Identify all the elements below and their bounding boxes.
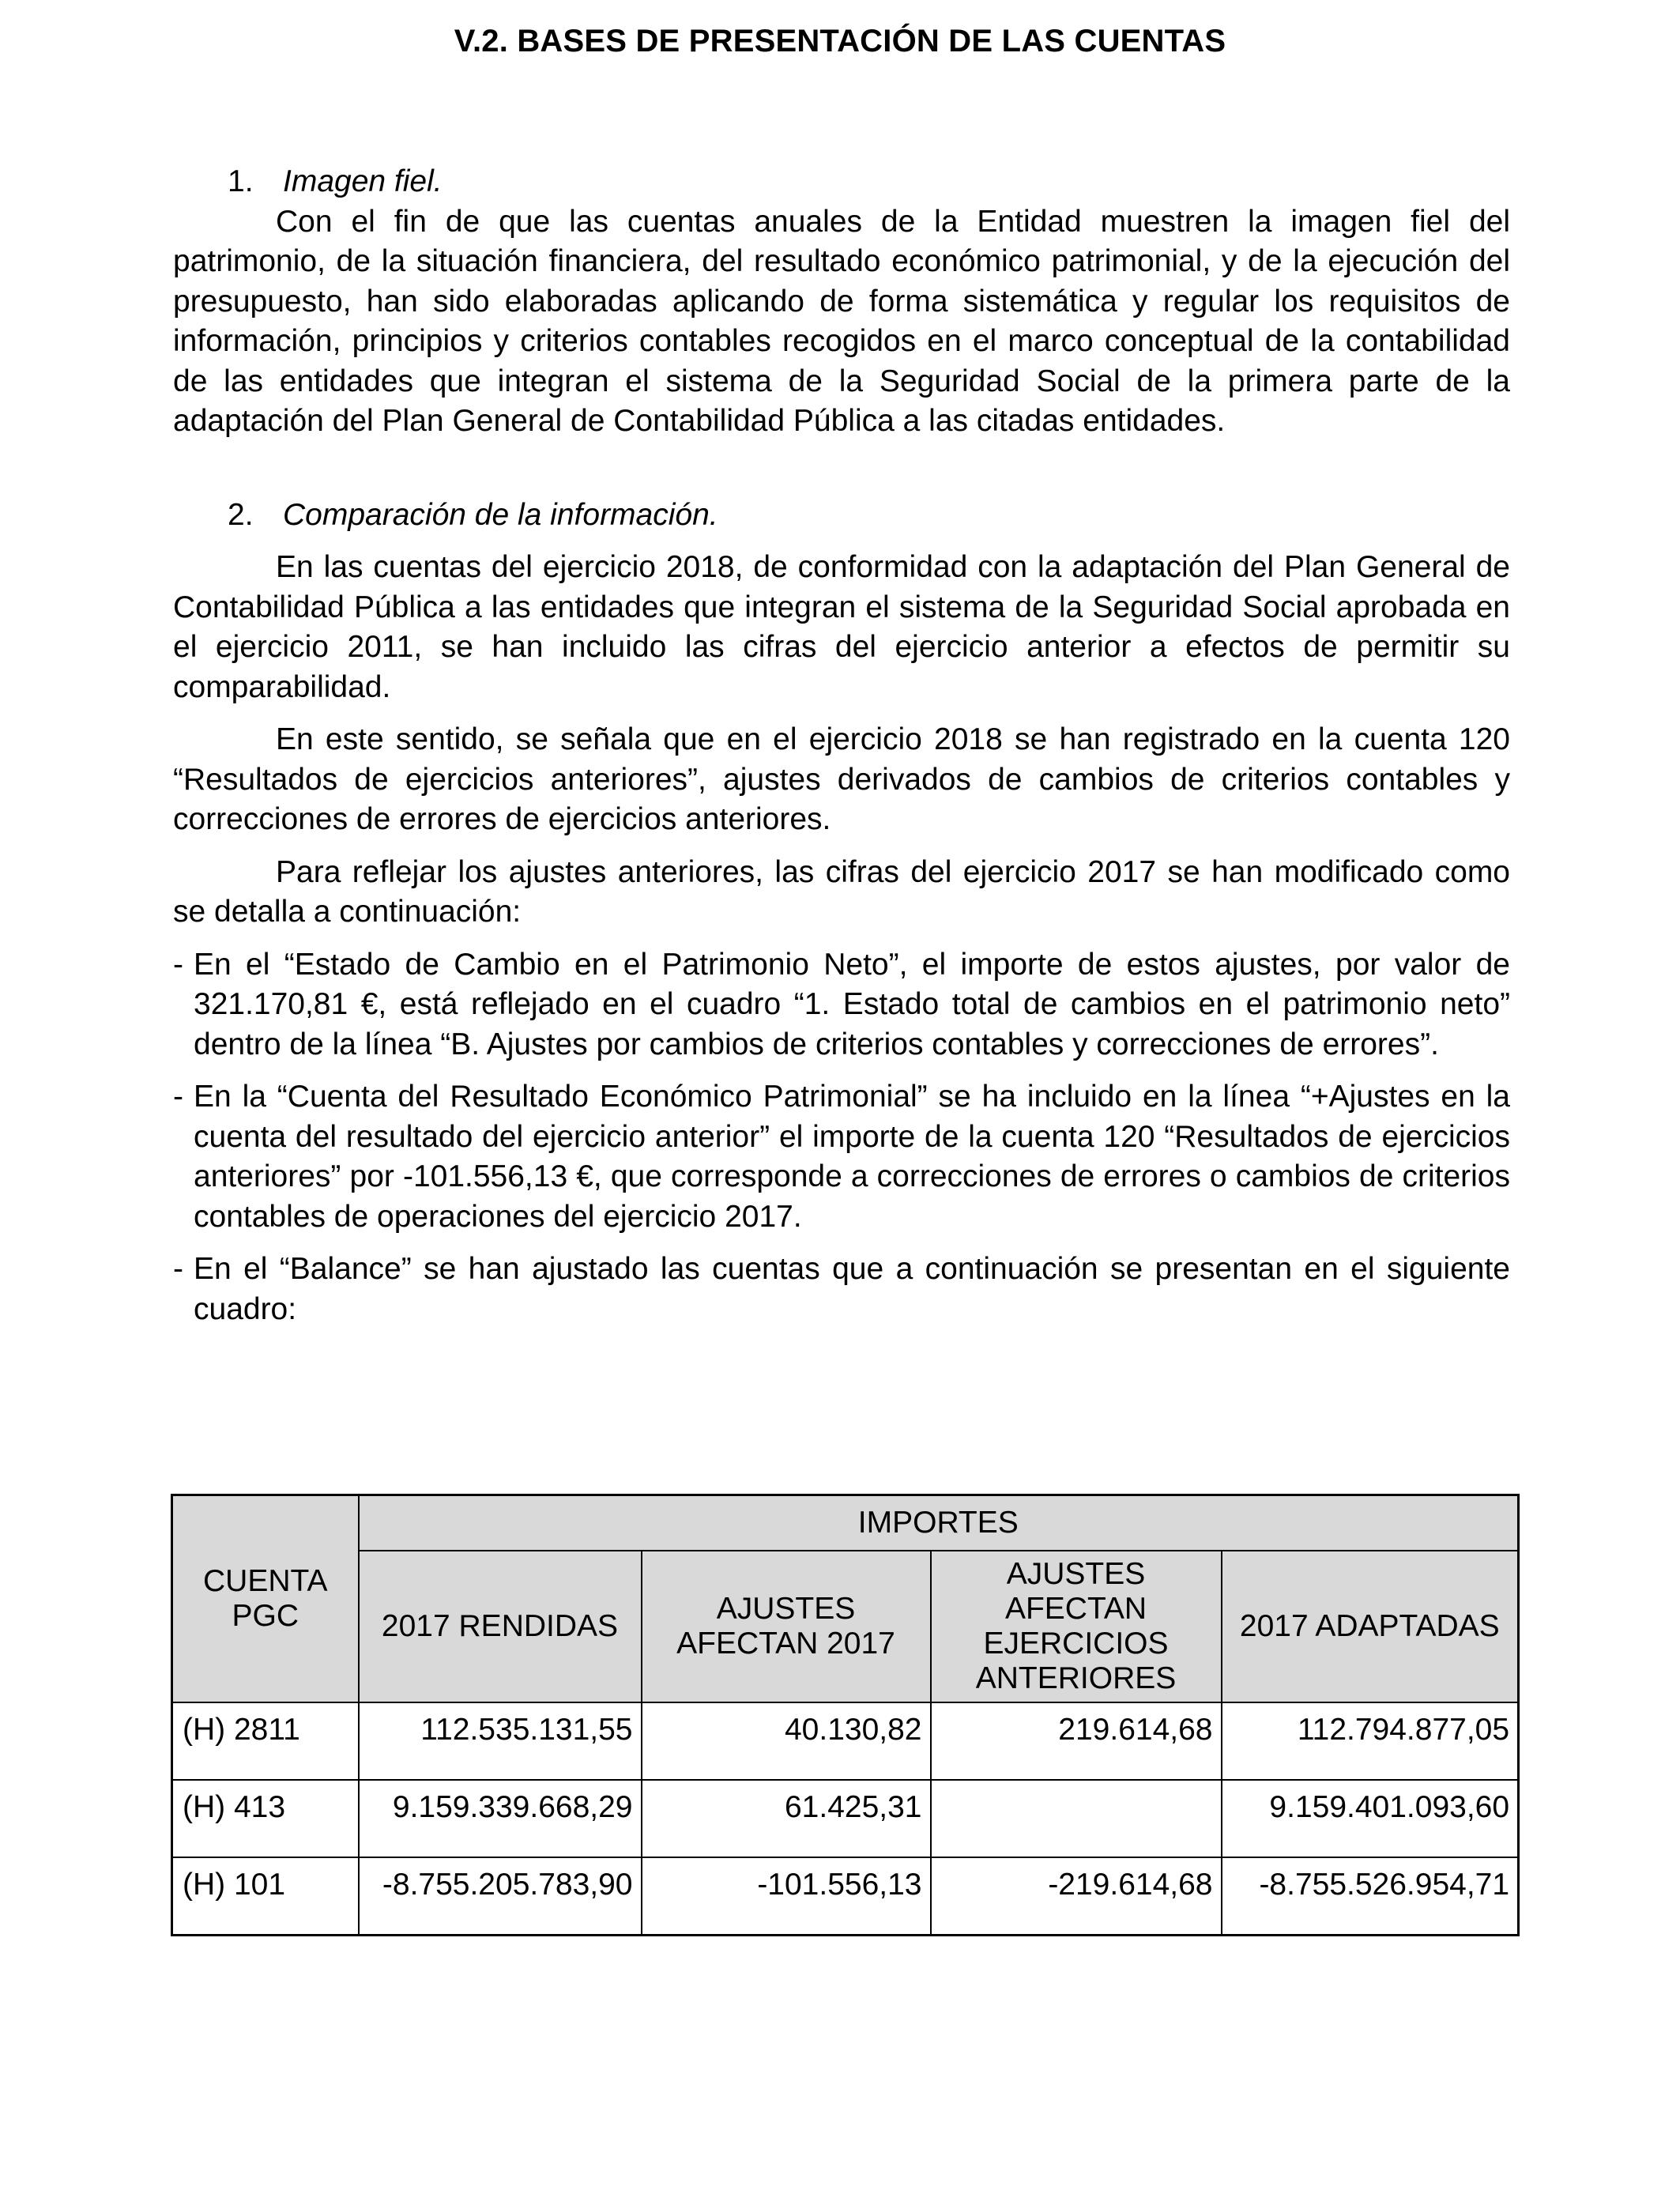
account-cell: (H) 101 bbox=[172, 1857, 359, 1936]
document-body bbox=[173, 162, 1510, 1329]
section-heading-2 bbox=[228, 496, 1510, 536]
bullet-dash: - bbox=[173, 947, 183, 982]
column-header: AJUSTES AFECTAN EJERCICIOS ANTERIORES bbox=[931, 1551, 1222, 1702]
table-row bbox=[172, 1702, 1519, 1780]
amount-cell: 61.425,31 bbox=[642, 1780, 931, 1857]
account-cell: (H) 2811 bbox=[172, 1702, 359, 1780]
column-header: 2017 RENDIDAS bbox=[359, 1551, 642, 1702]
account-cell: (H) 413 bbox=[172, 1780, 359, 1857]
paragraph: Con el fin de que las cuentas anuales de la Entidad muestren la imagen fiel del patrimonio, de la situación financiera, del resultado económico patrimonial, y de la ejecución del presupuesto, han sido elaboradas aplicando de forma sistemática y regular los requisitos de información, principios y criterios contables recogidos en el marco conceptual de la contabilidad de las entidades que integran el sistema de la Seguridad Social de la primera parte de la adaptación del Plan General de Contabilidad Pública a las citadas entidades. bbox=[173, 204, 1510, 438]
amount-cell: 112.535.131,55 bbox=[359, 1702, 642, 1780]
list-item bbox=[173, 1077, 1510, 1237]
amount-cell: -101.556,13 bbox=[642, 1857, 931, 1936]
bullet-dash: - bbox=[173, 1252, 183, 1286]
column-header: AJUSTES AFECTAN 2017 bbox=[642, 1551, 931, 1702]
amount-cell bbox=[931, 1780, 1222, 1857]
paragraph: Para reflejar los ajustes anteriores, las cifras del ejercicio 2017 se han modificado como se detalla a continuación: bbox=[173, 854, 1510, 929]
adjustments-table bbox=[171, 1494, 1520, 1936]
section-title: Imagen fiel. bbox=[283, 164, 443, 198]
list-item-text: En el “Balance” se han ajustado las cuentas que a continuación se presentan en el siguiente cuadro: bbox=[194, 1252, 1510, 1326]
section-title: Comparación de la información. bbox=[283, 497, 718, 532]
section-heading-1 bbox=[228, 162, 1510, 202]
table-row bbox=[172, 1780, 1519, 1857]
paragraph: En este sentido, se señala que en el ejercicio 2018 se han registrado en la cuenta 120 “Resultados de ejercicios anteriores”, ajustes derivados de cambios de criterios contables y correcciones de errores de ejercicios anteriores. bbox=[173, 722, 1510, 836]
list-item bbox=[173, 1250, 1510, 1329]
list-item bbox=[173, 945, 1510, 1065]
paragraph: En las cuentas del ejercicio 2018, de conformidad con la adaptación del Plan General de Contabilidad Pública a las entidades que integran el sistema de la Seguridad Social aprobada en el ejercicio 2011, se han incluido las cifras del ejercicio anterior a efectos de permitir su comparabilidad. bbox=[173, 550, 1510, 704]
bullet-dash: - bbox=[173, 1080, 183, 1114]
amount-cell: 219.614,68 bbox=[931, 1702, 1222, 1780]
amount-cell: -219.614,68 bbox=[931, 1857, 1222, 1936]
list-item-text: En el “Estado de Cambio en el Patrimonio Neto”, el importe de estos ajustes, por valor de 321.170,81 €, está reflejado en el cuadro “1. Estado total de cambios en el patrimonio neto” dentro de la línea “B. Ajustes por cambios de criterios contables y correcciones de errores”. bbox=[194, 947, 1510, 1061]
amount-cell: -8.755.205.783,90 bbox=[359, 1857, 642, 1936]
amounts-group-header: IMPORTES bbox=[359, 1495, 1519, 1551]
account-column-header: CUENTA PGC bbox=[172, 1495, 359, 1703]
table-row bbox=[172, 1857, 1519, 1936]
amount-cell: 9.159.339.668,29 bbox=[359, 1780, 642, 1857]
section-number: 1. bbox=[228, 164, 254, 198]
list-item-text: En la “Cuenta del Resultado Económico Patrimonial” se ha incluido en la línea “+Ajustes en la cuenta del resultado del ejercicio anterior” el importe de la cuenta 120 “Resultados de ejercicios anteriores” por -101.556,13 €, que corresponde a correcciones de errores o cambios de criterios contables de operaciones del ejercicio 2017. bbox=[194, 1080, 1510, 1234]
amount-cell: 112.794.877,05 bbox=[1222, 1702, 1519, 1780]
section-number: 2. bbox=[228, 497, 254, 532]
page-title: V.2. BASES DE PRESENTACIÓN DE LAS CUENTAS bbox=[454, 24, 1226, 58]
amount-cell: 40.130,82 bbox=[642, 1702, 931, 1780]
column-header: 2017 ADAPTADAS bbox=[1222, 1551, 1519, 1702]
amount-cell: -8.755.526.954,71 bbox=[1222, 1857, 1519, 1936]
amount-cell: 9.159.401.093,60 bbox=[1222, 1780, 1519, 1857]
